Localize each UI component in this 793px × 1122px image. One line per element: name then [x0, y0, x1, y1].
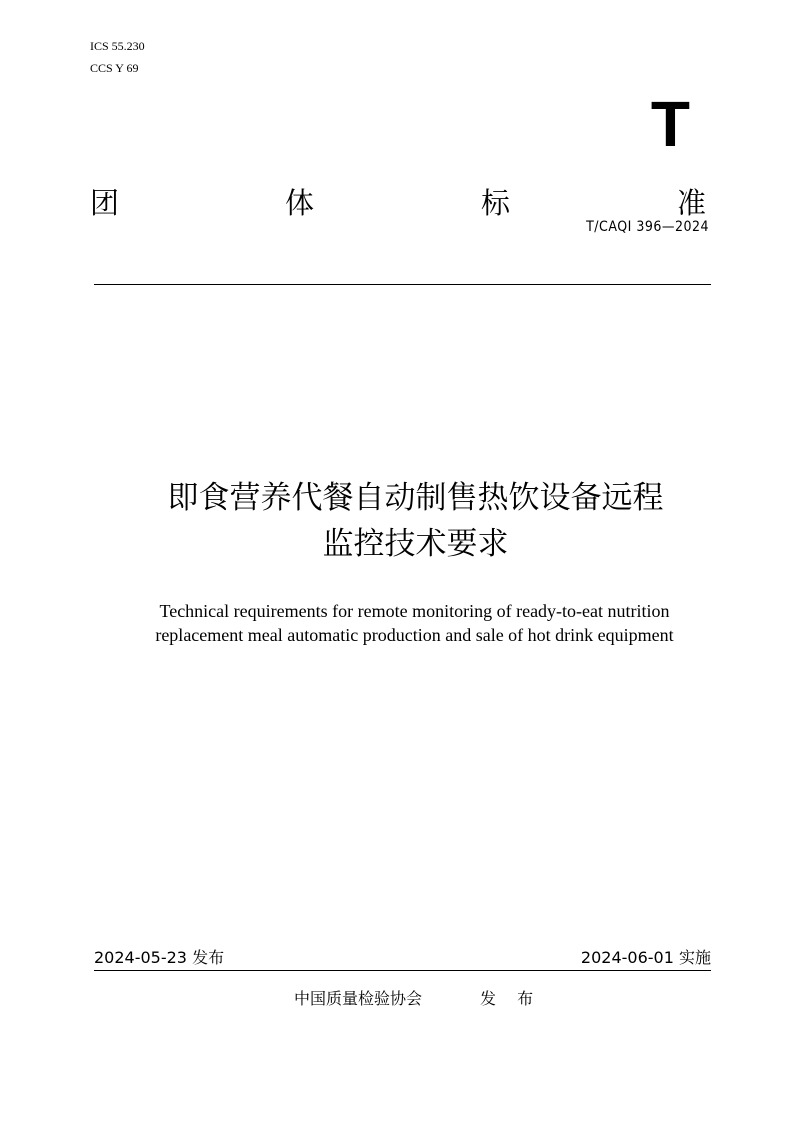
standard-category-letter: T — [650, 88, 690, 160]
publishing-organization: 中国质量检验协会 — [294, 989, 423, 1008]
publish-label: 发 布 — [480, 989, 542, 1008]
title-en-line1: Technical requirements for remote monitoring of ready-to-eat nutrition — [159, 601, 670, 621]
title-cn-line1: 即食营养代餐自动制售热饮设备远程 — [167, 480, 664, 516]
divider — [94, 970, 711, 971]
title-cn-line2: 监控技术要求 — [322, 526, 509, 562]
standard-type-char: 标 — [481, 186, 511, 220]
implement-date: 2024-06-01 实施 — [580, 948, 711, 967]
standard-type-char: 团 — [90, 186, 120, 220]
standard-type-char: 体 — [285, 186, 315, 220]
standard-type-char: 准 — [677, 186, 707, 220]
ics-code: ICS 55.230 — [90, 39, 145, 53]
standard-code: T/CAQI 396—2024 — [586, 219, 709, 235]
ccs-code: CCS Y 69 — [90, 61, 139, 75]
publish-date: 2024-05-23 发布 — [94, 948, 225, 967]
divider — [94, 284, 711, 285]
title-en-line2: replacement meal automatic production and sale of hot drink equipment — [155, 625, 674, 645]
